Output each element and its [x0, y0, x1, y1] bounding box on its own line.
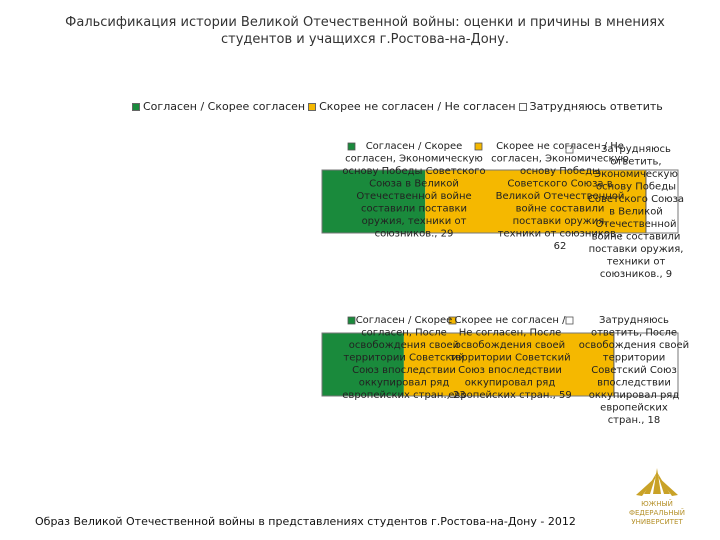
logo-text-line-3: УНИВЕРСИТЕТ [631, 518, 683, 526]
data-label-chart2-unsure: Затрудняюсь ответить, После освобождения своей территории Советский Союз впоследствии оккупировал ряд европейских стран., 18 [578, 315, 690, 426]
data-label-chart1-unsure: Затрудняюсь ответить, Экономическую основу Победы Советского Союза в Великой Отечественной войне составили поставки оружия, техники от союзников., 9 [587, 144, 685, 280]
data-label-chart2-agree: Согласен / Скорее согласен, После освобождения своей территории Советский Союз впоследствии оккупировал ряд европейских стран., 23 [342, 315, 466, 401]
university-logo [612, 466, 702, 528]
legend-label-disagree: Скорее не согласен / Не согласен [319, 100, 516, 113]
footer-caption: Образ Великой Отечественной войны в представлениях студентов г.Ростова-на-Дону - 2012 [35, 515, 576, 528]
legend-label-agree: Согласен / Скорее согласен [143, 100, 306, 113]
chart-title: Фальсификация истории Великой Отечественной войны: оценки и причины в мнениях студентов и учащихся г.Ростова-на-Дону. [65, 15, 665, 47]
logo-text-line-1: ЮЖНЫЙ [641, 500, 673, 508]
data-label-chart1-agree: Согласен / Скорее согласен, Экономическую основу Победы Советского Союза в Великой Отечественной войне составили поставки оружия, техники от союзников., 29 [342, 141, 486, 240]
data-label-chart2-disagree: Скорее не согласен / Не согласен, После освобождения своей территории Советский Союз впоследствии оккупировал ряд европейских стран., 59 [448, 315, 572, 401]
data-label-chart1-disagree: Скорее не согласен / Не согласен, Экономическую основу Победы Советского Союза в Великой Отечественной войне составили поставки оружия, техники от союзников., 62 [491, 141, 629, 252]
legend-label-unsure: Затрудняюсь ответить [529, 100, 663, 113]
label-key-chart1-agree [348, 143, 355, 150]
label-key-chart2-agree [348, 317, 355, 324]
label-key-chart1-disagree [475, 143, 482, 150]
label-key-chart2-unsure [566, 317, 573, 324]
logo-text-line-2: ФЕДЕРАЛЬНЫЙ [628, 509, 686, 517]
